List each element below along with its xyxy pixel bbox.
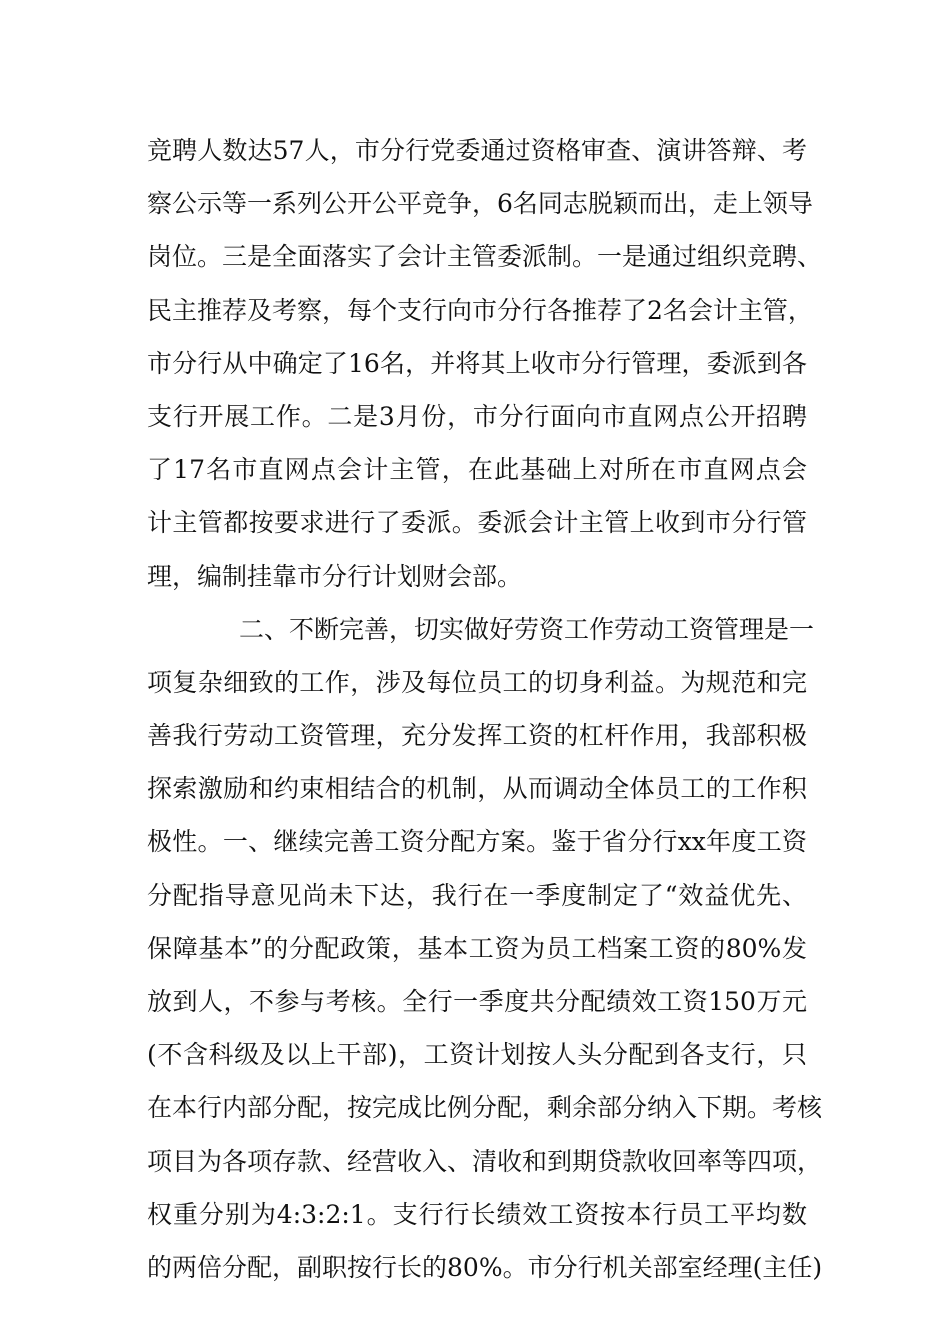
- text-line: 岗位。三是全面落实了会计主管委派制。一是通过组织竞聘、: [147, 242, 823, 272]
- text-line: 放到人，不参与考核。全行一季度共分配绩效工资150万元: [147, 987, 807, 1016]
- text-line: 察公示等一系列公开公平竞争，6名同志脱颖而出，走上领导: [147, 189, 813, 219]
- text-line: 民主推荐及考察，每个支行向市分行各推荐了2名会计主管，: [147, 295, 813, 325]
- text-line: 计主管都按要求进行了委派。委派会计主管上收到市分行管: [147, 508, 807, 538]
- text-line: 支行开展工作。二是3月份，市分行面向市直网点公开招聘: [147, 401, 807, 431]
- text-line: 探索激励和约束相结合的机制，从而调动全体员工的工作积: [147, 774, 807, 804]
- text-line: 的两倍分配，副职按行长的80%。市分行机关部室经理(主任): [147, 1252, 823, 1282]
- text-line: 了17名市直网点会计主管，在此基础上对所在市直网点会: [147, 455, 807, 485]
- text-line: 善我行劳动工资管理，充分发挥工资的杠杆作用，我部积极: [147, 721, 807, 751]
- text-line: 权重分别为4:3:2:1。支行行长绩效工资按本行员工平均数: [147, 1199, 807, 1229]
- text-line: 项复杂细致的工作，涉及每位员工的切身利益。为规范和完: [147, 667, 807, 697]
- section-heading-line: 二、不断完善，切实做好劳资工作劳动工资管理是一: [239, 614, 815, 644]
- text-line: 市分行从中确定了16名，并将其上收市分行管理，委派到各: [147, 348, 807, 378]
- document-body: [147, 124, 823, 1294]
- text-line: 竞聘人数达57人，市分行党委通过资格审查、演讲答辩、考: [147, 136, 807, 165]
- text-line: 项目为各项存款、经营收入、清收和到期贷款收回率等四项，: [147, 1146, 823, 1176]
- text-line: 保障基本”的分配政策，基本工资为员工档案工资的80%发: [147, 933, 807, 963]
- text-line: 极性。一、继续完善工资分配方案。鉴于省分行xx年度工资: [147, 827, 807, 857]
- text-line: 理，编制挂靠市分行计划财会部。: [147, 561, 523, 591]
- text-line: (不含科级及以上干部)，工资计划按人头分配到各支行，只: [147, 1040, 807, 1070]
- text-line: 分配指导意见尚未下达，我行在一季度制定了“效益优先、: [147, 880, 807, 910]
- text-line: 在本行内部分配，按完成比例分配，剩余部分纳入下期。考核: [147, 1093, 823, 1123]
